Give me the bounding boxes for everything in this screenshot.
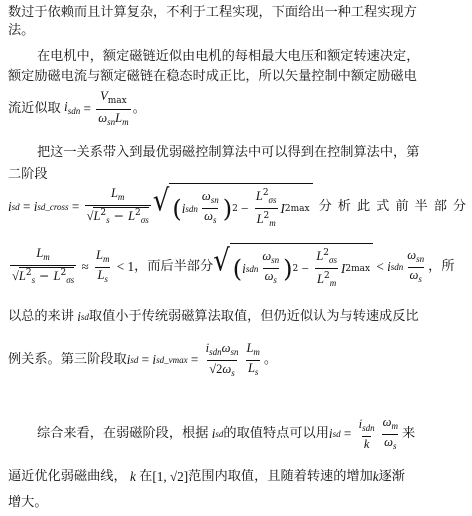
paragraph-line-10: 以总的来讲 i sd 取值小于传统弱磁算法取值，但仍近似认为与转速成反比 — [8, 309, 419, 324]
text-c: 范围内取值，且随着转速的增加 — [188, 469, 373, 484]
formula-line-isdn: 流近似取 $i_{sdn}$ = $\frac{V_{max}}{\omega_{sn}L_m}$ 。 — [8, 92, 448, 126]
formula-line-inequalities: $\frac{L_m}{√L^2_s - L^2_{\sigma s}}$ ≈ $\frac{L_m}{L_s}$ < 1 ，而后半部分 √ ( i sdn $\frac{\omega_{sn}}{\omega_s}$ ) 2 − $\frac{L^2_{\sigma s}}{L^2_m}$ I 2 max < i sdn $\frac{\omega_{sn}}{\omega_s}$ ，所 — [8, 244, 448, 290]
vmax-fraction: $\frac{V_{max}}{\omega_{sn}L_m}$ — [96, 88, 130, 130]
lm-sqrt-fraction-2: $\frac{L_m}{√L^2_s - L^2_{\sigma s}}$ — [10, 246, 76, 288]
paragraph-line-14: 增大。 — [8, 495, 48, 510]
text-d: 逐渐 — [378, 469, 405, 484]
text-suffix: 分析此式前半部分 — [318, 199, 472, 214]
paragraph-line-6: 把这一关系带入到最优弱磁控制算法中可以得到在控制算法中，第 — [37, 145, 420, 160]
text-b: 取值小于传统弱磁算法取值，但仍近似认为与转速成反比 — [88, 309, 419, 324]
paragraph-line-4: 额定励磁电流与额定磁链在稳态时成正比，所以矢量控制中额定励磁电 — [8, 69, 417, 84]
text-mid: ，而后半部分 — [134, 259, 214, 274]
formula-line-k-approx: 综合来看，在弱磁阶段，根据 i sd 的取值特点可以用 i sd = $\frac{i_{sdn}}{k}$ $\frac{\omega_m}{\omega_s}$ 来 — [37, 414, 448, 454]
lm-over-sqrt-fraction: $\frac{L_m}{√L^2_s - L^2_{\sigma s}}$ — [85, 186, 151, 228]
text-b: 的取值特点可以用 — [223, 426, 329, 441]
paragraph-line-7: 二阶段 — [8, 167, 48, 182]
text-a: 综合来看，在弱磁阶段，根据 — [37, 426, 209, 441]
formula-line-isd-vmax: 例关系。第三阶段取 i sd = i sd_vmax = $\frac{i_{sdn}\omega_{sn}}{√2\omega_s}$ $\frac{L_m}{L_s}$ 。 — [8, 340, 448, 380]
text-a: 以总的来讲 — [8, 309, 74, 324]
paragraph-line-2: 法。 — [8, 23, 35, 38]
text-c: 来 — [401, 426, 416, 441]
paragraph-line-3: 在电机中，额定磁链近似由电机的每相最大电压和额定转速决定， — [37, 49, 420, 64]
text-end: ，所 — [428, 259, 455, 274]
text-b: 在 — [139, 469, 153, 484]
text-a: 逼近优化弱磁曲线， — [8, 469, 127, 484]
paragraph-line-13: 逼近优化弱磁曲线， k 在 [1, √2] 范围内取值，且随着转速的增加 k 逐渐 — [8, 469, 405, 484]
formula-line-isd-cross: i sd = i sd_cross = $\frac{L_m}{√L^2_s - L^2_{\sigma s}}$ √ ( i sdn $\frac{\omega_{sn}}{\omega_s}$ ) 2 − $\frac{L^2_{\sigma s}}{L^2_m}$ I 2 max 分析此式前半部分 — [8, 184, 448, 230]
sqrt-expression: √ ( i sdn $\frac{\omega_{sn}}{\omega_s}$ ) 2 − $\frac{L^2_{\sigma s}}{L^2_m}$ I 2 max — [153, 183, 313, 231]
text-prefix: 流近似取 — [8, 101, 61, 116]
isdn-symbol: $i_{sdn}$ — [60, 99, 81, 116]
sqrt-expression-2: √ ( i sdn $\frac{\omega_{sn}}{\omega_s}$ ) 2 − $\frac{L^2_{\sigma s}}{L^2_m}$ I 2 max — [213, 243, 373, 291]
paragraph-line-1: 数过于依赖而且计算复杂，不利于工程实现，下面给出一种工程实现方 — [8, 5, 417, 20]
text-a: 例关系。第三阶段取 — [8, 352, 127, 367]
